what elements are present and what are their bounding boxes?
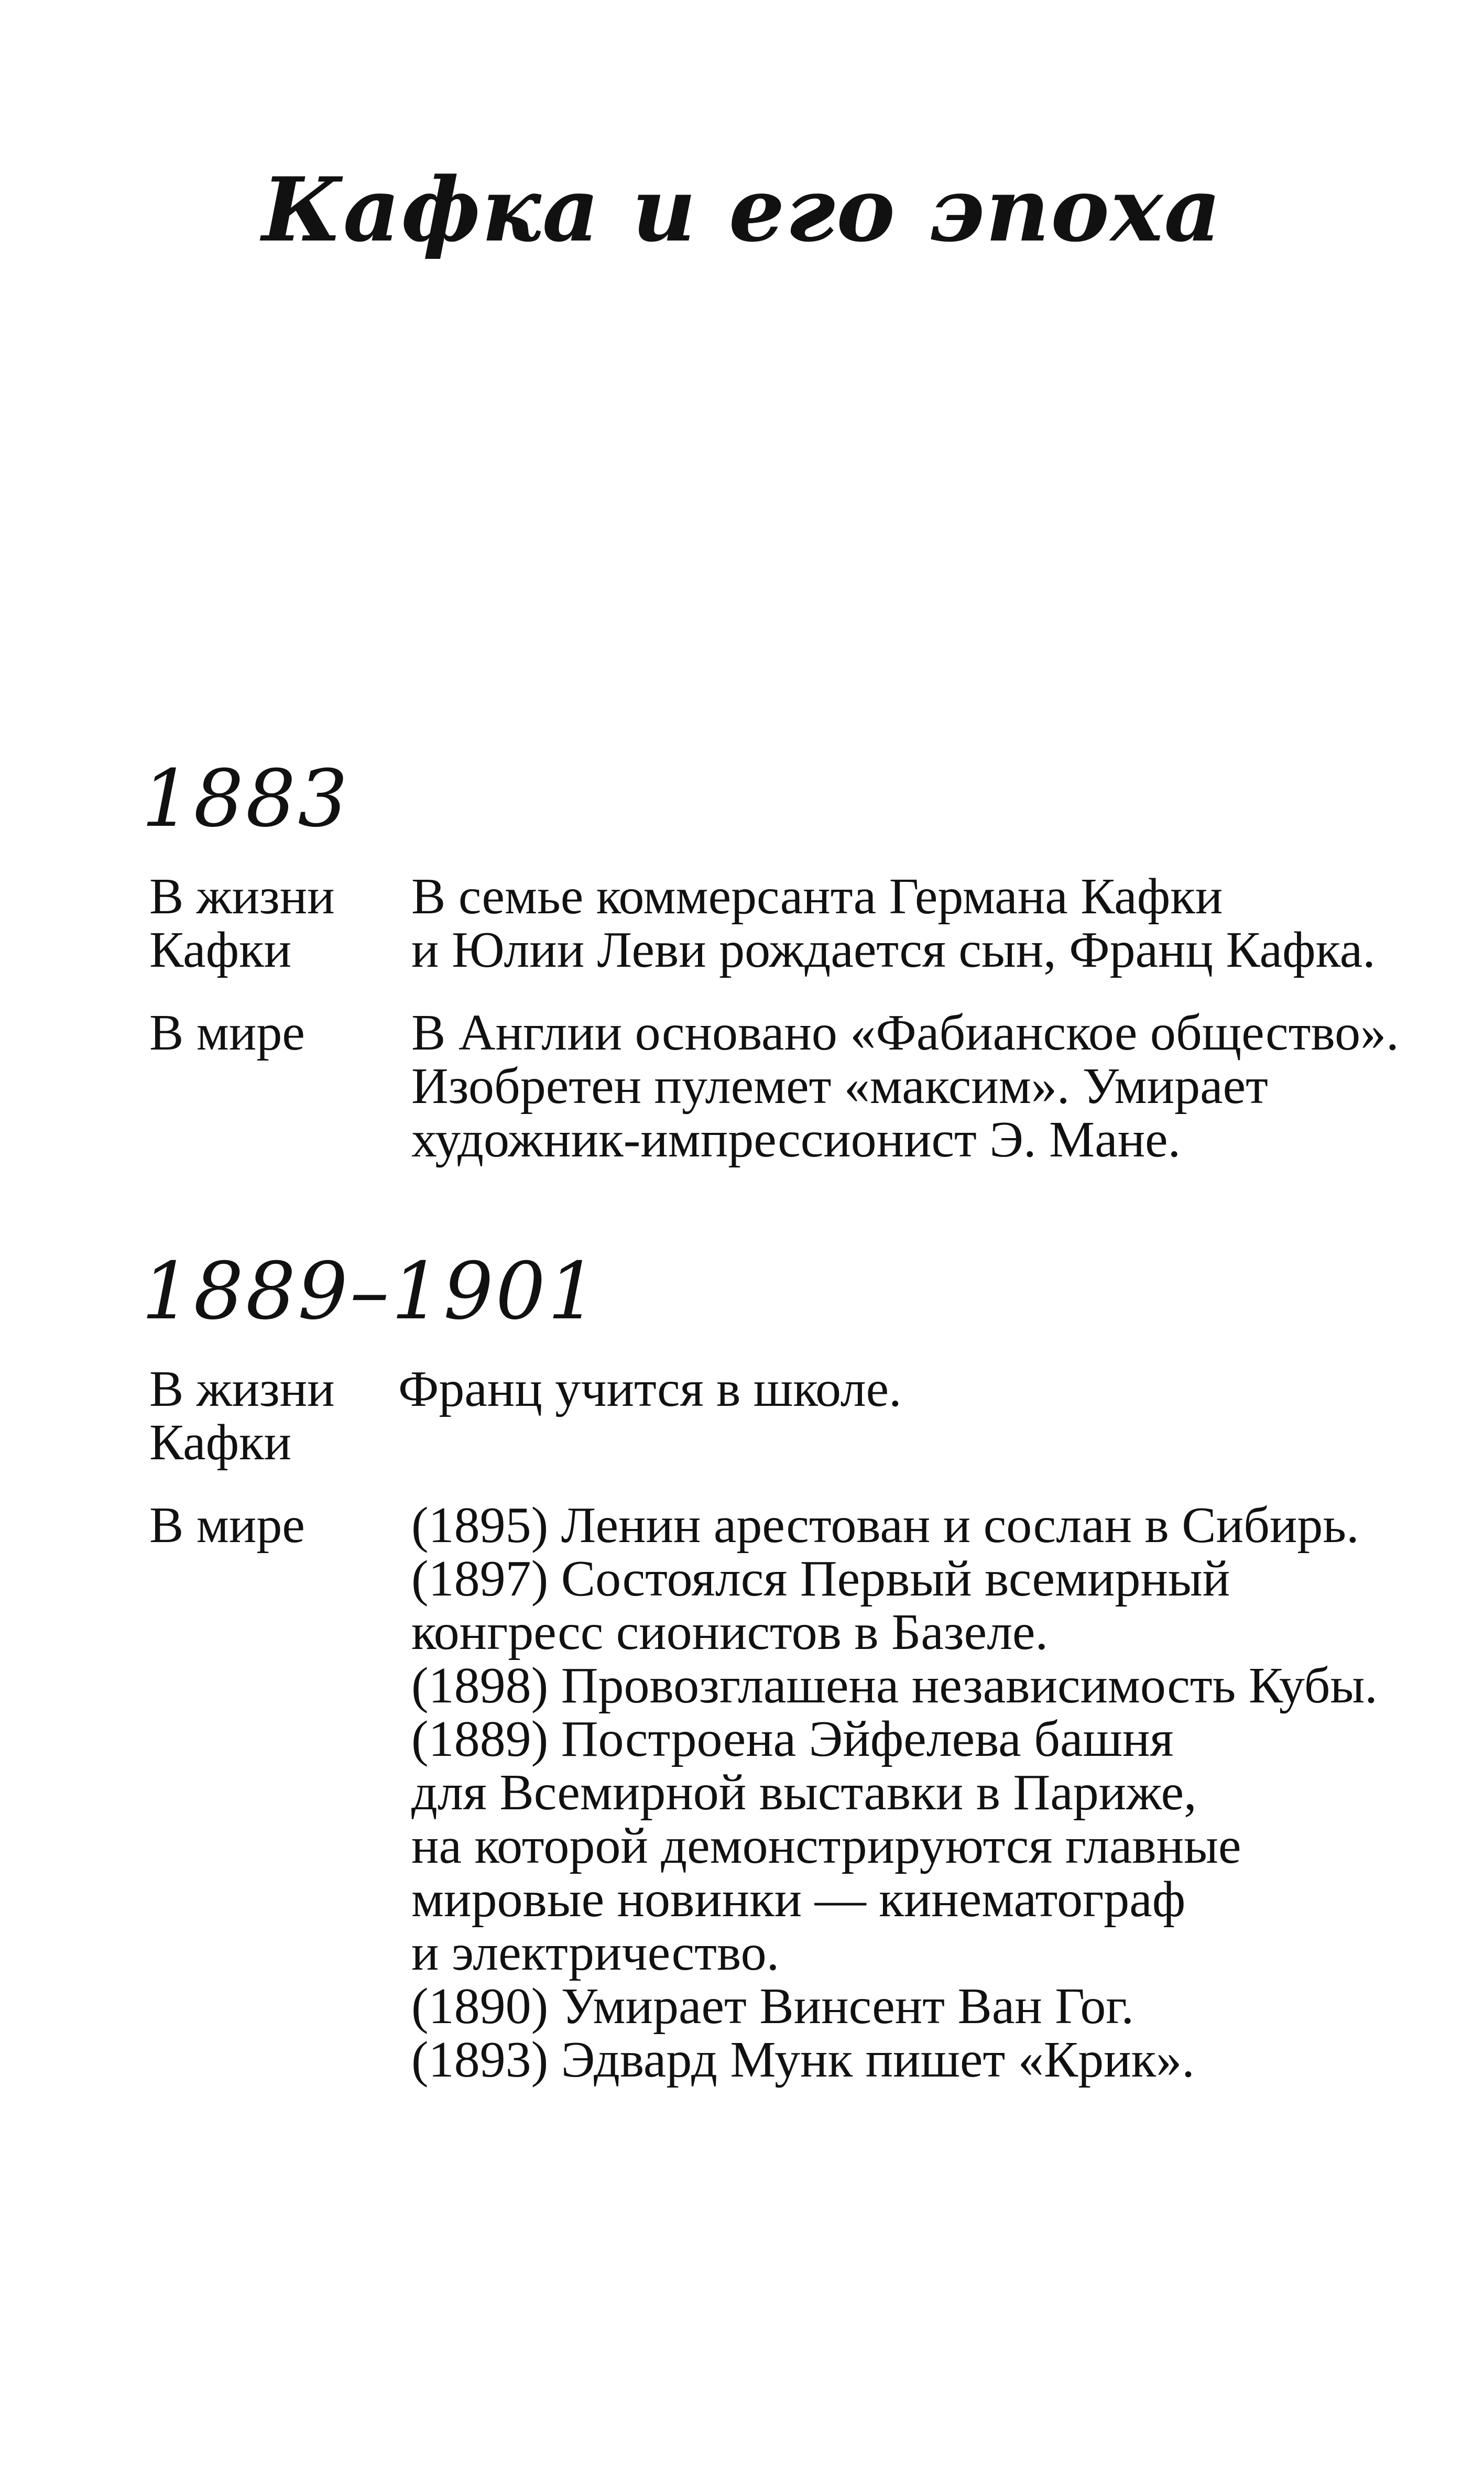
text-line: художник-импрессионист Э. Мане. <box>411 1111 1181 1168</box>
text-line: (1890) Умирает Винсент Ван Гог. <box>411 1978 1134 2035</box>
period-year-heading: 1889–1901 <box>141 1246 600 1337</box>
text-line: (1897) Состоялся Первый всемирный <box>411 1550 1230 1607</box>
text-line: В Англии основано «Фабианское общество». <box>411 1004 1399 1061</box>
text-line: (1898) Провозглашена независимость Кубы. <box>411 1657 1378 1714</box>
row-label-world: В мире <box>149 1004 305 1061</box>
row-text <box>411 870 1407 977</box>
row-label-kafka-life: В жизни Кафки <box>149 868 335 978</box>
text-line: конгресс сионистов в Базеле. <box>411 1604 1048 1660</box>
row-label-world: В мире <box>149 1497 305 1554</box>
page-title: Кафка и его эпоха <box>261 158 1223 261</box>
row-text <box>398 1362 1394 1416</box>
text-line: для Всемирной выставки в Париже, <box>411 1764 1197 1821</box>
period-year-heading: 1883 <box>141 753 350 845</box>
text-line: на которой демонстрируются главные <box>411 1818 1241 1874</box>
text-line: (1889) Построена Эйфелева башня <box>411 1711 1174 1767</box>
row-text <box>411 1006 1407 1166</box>
text-line: (1895) Ленин арестован и сослан в Сибирь. <box>411 1497 1359 1554</box>
text-line: В семье коммерсанта Германа Кафки <box>411 868 1223 925</box>
text-line: Франц учится в школе. <box>398 1361 902 1417</box>
text-line: Изобретен пулемет «максим». Умирает <box>411 1058 1268 1115</box>
text-line: и Юлии Леви рождается сын, Франц Кафка. <box>411 922 1376 978</box>
row-text <box>411 1499 1407 2086</box>
text-line: (1893) Эдвард Мунк пишет «Крик». <box>411 2031 1195 2088</box>
text-line: и электричество. <box>411 1925 780 1981</box>
text-line: мировые новинки — кинематограф <box>411 1871 1186 1928</box>
row-label-kafka-life: В жизни Кафки <box>149 1361 335 1471</box>
